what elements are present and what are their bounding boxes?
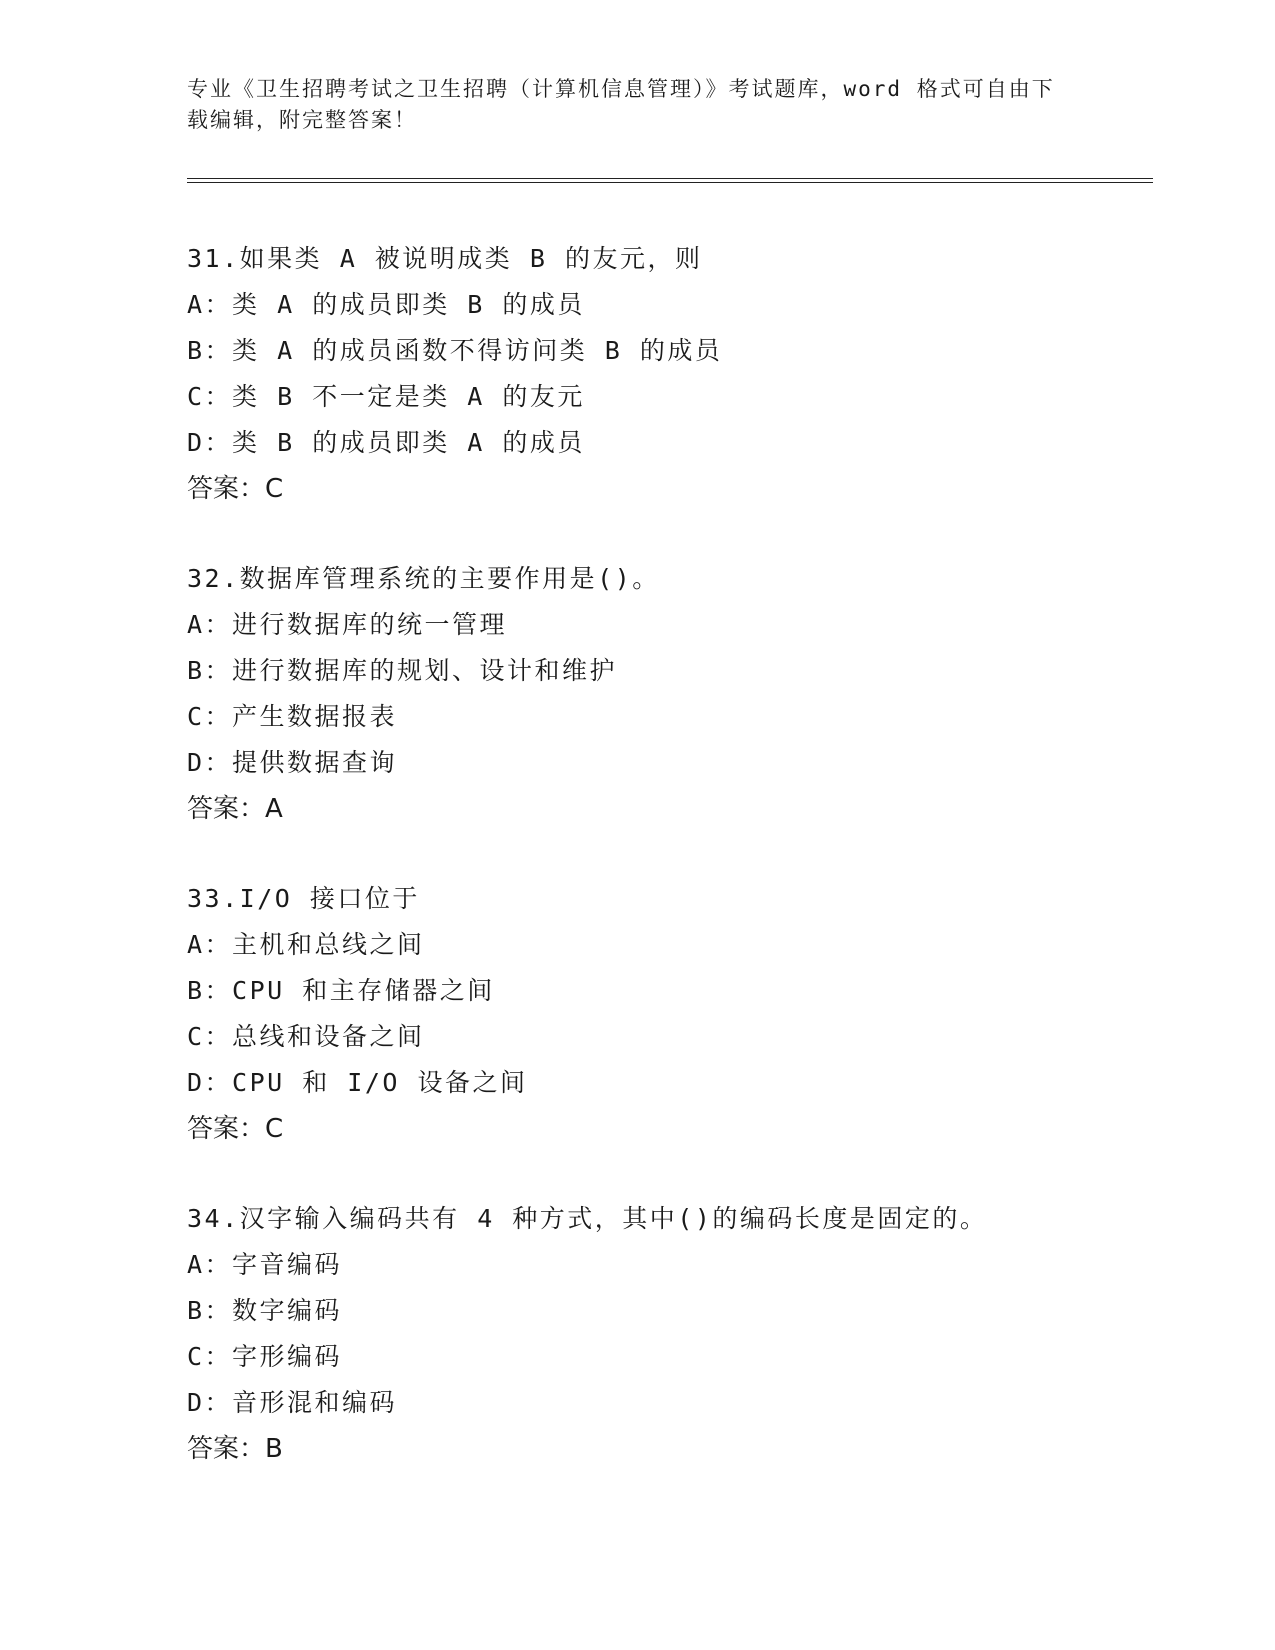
option-b: B：进行数据库的规划、设计和维护 — [187, 656, 618, 685]
question-stem: 33.I/O 接口位于 — [187, 884, 420, 913]
answer-line: 答案：C — [187, 474, 284, 504]
option-a: A：主机和总线之间 — [187, 930, 425, 959]
option-c: C：类 B 不一定是类 A 的友元 — [187, 382, 585, 411]
option-c: C：总线和设备之间 — [187, 1022, 425, 1051]
option-d: D：类 B 的成员即类 A 的成员 — [187, 428, 585, 457]
option-a: A：进行数据库的统一管理 — [187, 610, 508, 639]
question-list — [187, 236, 1147, 1516]
option-a: A：字音编码 — [187, 1250, 343, 1279]
question-stem: 31.如果类 A 被说明成类 B 的友元，则 — [187, 244, 703, 273]
answer-line: 答案：A — [187, 794, 283, 824]
option-c: C：产生数据报表 — [187, 702, 398, 731]
question-31 — [187, 236, 1147, 556]
question-32 — [187, 556, 1147, 876]
option-d: D：音形混和编码 — [187, 1388, 398, 1417]
option-c: C：字形编码 — [187, 1342, 343, 1371]
option-a: A：类 A 的成员即类 B 的成员 — [187, 290, 585, 319]
option-b: B：类 A 的成员函数不得访问类 B 的成员 — [187, 336, 723, 365]
option-d: D：CPU 和 I/O 设备之间 — [187, 1068, 528, 1097]
question-stem: 32.数据库管理系统的主要作用是()。 — [187, 564, 660, 593]
question-34 — [187, 1196, 1147, 1516]
answer-line: 答案：C — [187, 1114, 284, 1144]
header-double-rule — [187, 178, 1153, 183]
option-d: D：提供数据查询 — [187, 748, 398, 777]
answer-line: 答案：B — [187, 1434, 283, 1464]
document-intro: 专业《卫生招聘考试之卫生招聘（计算机信息管理）》考试题库，word 格式可自由下载编辑，附完整答案！ — [187, 77, 1055, 132]
option-b: B：数字编码 — [187, 1296, 343, 1325]
question-33 — [187, 876, 1147, 1196]
option-b: B：CPU 和主存储器之间 — [187, 976, 495, 1005]
question-stem: 34.汉字输入编码共有 4 种方式，其中()的编码长度是固定的。 — [187, 1204, 988, 1233]
